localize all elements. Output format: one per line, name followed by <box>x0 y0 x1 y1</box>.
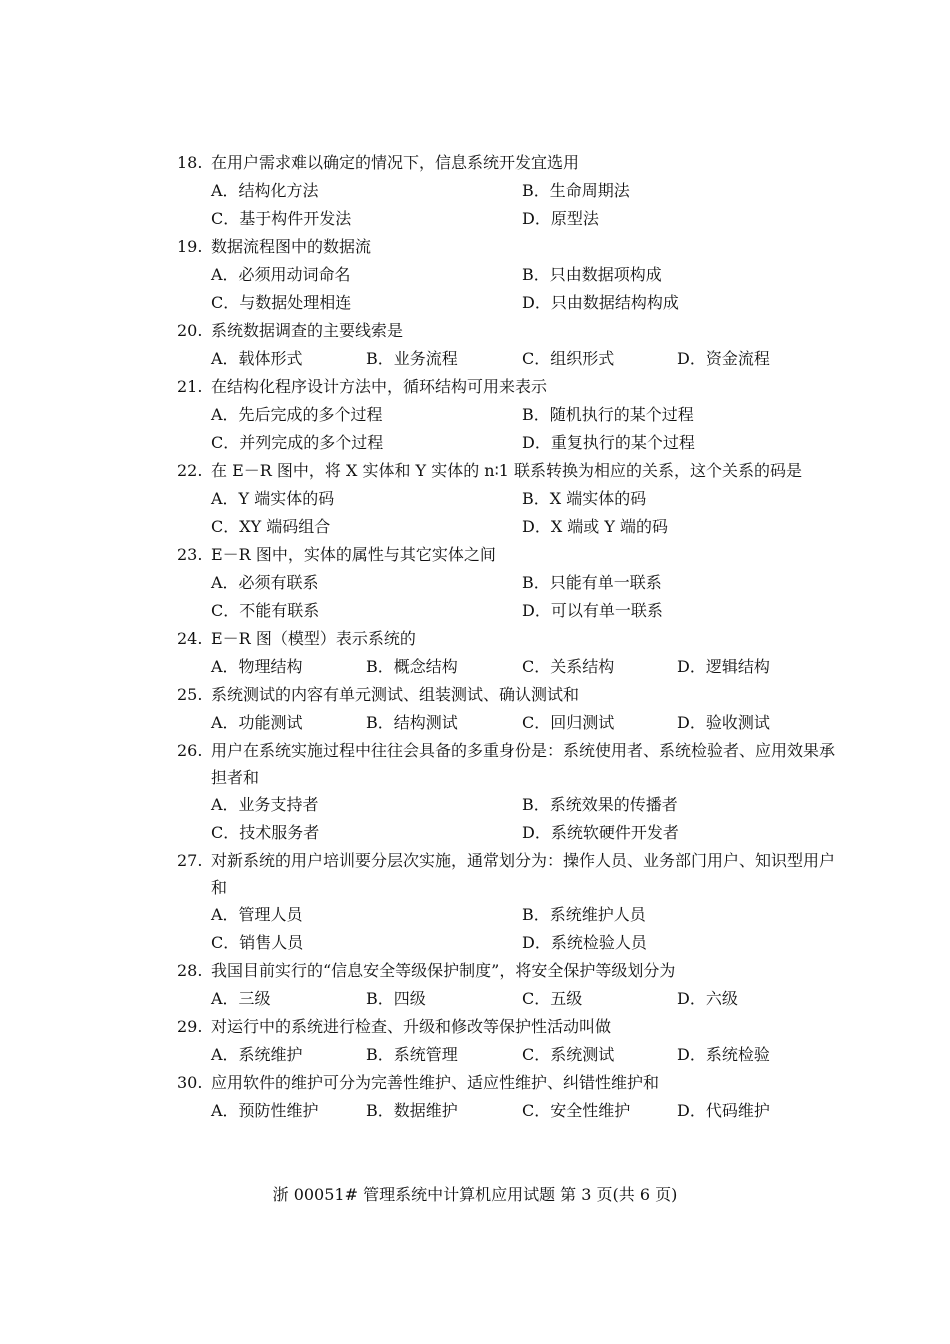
question-item <box>177 457 837 541</box>
question-stem <box>177 457 837 485</box>
answer-option: A．结构化方法 <box>211 181 319 200</box>
question-text: 系统数据调查的主要线索是 <box>211 321 404 340</box>
answer-option: A．系统维护 <box>211 1045 303 1064</box>
question-item <box>177 681 837 737</box>
options-row <box>211 289 837 317</box>
answer-option: B．系统管理 <box>366 1045 458 1064</box>
options-row <box>211 401 837 429</box>
answer-option: C．回归测试 <box>522 713 615 732</box>
answer-option: D．资金流程 <box>677 349 770 368</box>
question-item <box>177 373 837 457</box>
question-item <box>177 957 837 1013</box>
question-text: E－R 图中，实体的属性与其它实体之间 <box>211 545 496 564</box>
answer-option: B．X 端实体的码 <box>522 489 647 508</box>
options-row <box>211 513 837 541</box>
options-row <box>211 653 837 681</box>
answer-option: C．与数据处理相连 <box>211 293 352 312</box>
answer-option: D．验收测试 <box>677 713 770 732</box>
answer-option: C．关系结构 <box>522 657 615 676</box>
answer-option: A．载体形式 <box>211 349 303 368</box>
answer-option: C．基于构件开发法 <box>211 209 352 228</box>
answer-option: B．只由数据项构成 <box>522 265 662 284</box>
answer-option: D．代码维护 <box>677 1101 770 1120</box>
answer-option: B．数据维护 <box>366 1101 458 1120</box>
options-row <box>211 1041 837 1069</box>
answer-option: B．概念结构 <box>366 657 458 676</box>
answer-option: D．系统软硬件开发者 <box>522 823 679 842</box>
answer-option: D．六级 <box>677 989 738 1008</box>
question-item <box>177 847 837 957</box>
question-number: 18. <box>177 153 203 172</box>
question-stem <box>177 957 837 985</box>
answer-option: D．只由数据结构构成 <box>522 293 679 312</box>
answer-option: B．系统维护人员 <box>522 905 646 924</box>
question-stem <box>177 625 837 653</box>
answer-option: A．三级 <box>211 989 271 1008</box>
question-text: 在结构化程序设计方法中，循环结构可用来表示 <box>211 377 548 396</box>
answer-option: A．Y 端实体的码 <box>211 489 335 508</box>
question-stem <box>177 541 837 569</box>
answer-option: D．可以有单一联系 <box>522 601 663 620</box>
question-stem <box>177 847 837 901</box>
options-row <box>211 791 837 819</box>
question-text: 对运行中的系统进行检查、升级和修改等保护性活动叫做 <box>211 1017 612 1036</box>
answer-option: A．必须用动词命名 <box>211 265 351 284</box>
options-row <box>211 569 837 597</box>
answer-option: C．并列完成的多个过程 <box>211 433 384 452</box>
answer-option: B．四级 <box>366 989 426 1008</box>
answer-option: C．不能有联系 <box>211 601 320 620</box>
question-stem <box>177 233 837 261</box>
question-stem <box>177 1069 837 1097</box>
answer-option: C．销售人员 <box>211 933 304 952</box>
question-stem <box>177 149 837 177</box>
question-number: 26. <box>177 741 203 760</box>
question-text: 应用软件的维护可分为完善性维护、适应性维护、纠错性维护和 <box>211 1073 660 1092</box>
question-text: 我国目前实行的“信息安全等级保护制度”，将安全保护等级划分为 <box>211 961 676 980</box>
question-item <box>177 737 837 847</box>
answer-option: A．必须有联系 <box>211 573 319 592</box>
answer-option: A．预防性维护 <box>211 1101 319 1120</box>
question-number: 23. <box>177 545 203 564</box>
answer-option: B．只能有单一联系 <box>522 573 662 592</box>
options-row <box>211 177 837 205</box>
question-item <box>177 541 837 625</box>
answer-option: D．重复执行的某个过程 <box>522 433 695 452</box>
question-stem <box>177 373 837 401</box>
question-number: 29. <box>177 1017 203 1036</box>
options-row <box>211 819 837 847</box>
options-row <box>211 429 837 457</box>
answer-option: B．系统效果的传播者 <box>522 795 678 814</box>
question-list <box>177 149 837 1125</box>
question-text: 数据流程图中的数据流 <box>211 237 372 256</box>
question-number: 19. <box>177 237 203 256</box>
question-item <box>177 233 837 317</box>
page-footer: 浙 00051# 管理系统中计算机应用试题 第 3 页(共 6 页) <box>272 1185 678 1204</box>
question-item <box>177 317 837 373</box>
question-number: 21. <box>177 377 203 396</box>
answer-option: D．系统检验人员 <box>522 933 647 952</box>
question-stem <box>177 737 837 791</box>
answer-option: D．系统检验 <box>677 1045 770 1064</box>
answer-option: D．X 端或 Y 端的码 <box>522 517 669 536</box>
question-text: 在用户需求难以确定的情况下，信息系统开发宜选用 <box>211 153 580 172</box>
question-number: 28. <box>177 961 203 980</box>
options-row <box>211 709 837 737</box>
options-row <box>211 597 837 625</box>
question-text: 对新系统的用户培训要分层次实施，通常划分为：操作人员、业务部门用户、知识型用户和 <box>211 851 836 897</box>
question-number: 24. <box>177 629 203 648</box>
answer-option: C．安全性维护 <box>522 1101 631 1120</box>
answer-option: A．功能测试 <box>211 713 303 732</box>
question-item <box>177 1069 837 1125</box>
question-text: 在 E－R 图中，将 X 实体和 Y 实体的 n∶1 联系转换为相应的关系，这个关系的码是 <box>211 461 803 480</box>
answer-option: C．五级 <box>522 989 583 1008</box>
options-row <box>211 205 837 233</box>
question-number: 22. <box>177 461 203 480</box>
answer-option: B．结构测试 <box>366 713 458 732</box>
answer-option: C．组织形式 <box>522 349 615 368</box>
question-item <box>177 1013 837 1069</box>
question-stem <box>177 681 837 709</box>
answer-option: B．随机执行的某个过程 <box>522 405 694 424</box>
question-item <box>177 149 837 233</box>
options-row <box>211 985 837 1013</box>
options-row <box>211 261 837 289</box>
answer-option: A．业务支持者 <box>211 795 319 814</box>
question-text: 系统测试的内容有单元测试、组装测试、确认测试和 <box>211 685 580 704</box>
question-number: 25. <box>177 685 203 704</box>
answer-option: C．系统测试 <box>522 1045 615 1064</box>
options-row <box>211 901 837 929</box>
question-text: 用户在系统实施过程中往往会具备的多重身份是：系统使用者、系统检验者、应用效果承担者和 <box>211 741 836 787</box>
answer-option: B．业务流程 <box>366 349 458 368</box>
answer-option: C．XY 端码组合 <box>211 517 331 536</box>
answer-option: A．物理结构 <box>211 657 303 676</box>
question-stem <box>177 1013 837 1041</box>
answer-option: A．先后完成的多个过程 <box>211 405 383 424</box>
answer-option: C．技术服务者 <box>211 823 320 842</box>
options-row <box>211 929 837 957</box>
question-number: 30. <box>177 1073 203 1092</box>
question-number: 20. <box>177 321 203 340</box>
question-stem <box>177 317 837 345</box>
options-row <box>211 485 837 513</box>
answer-option: D．逻辑结构 <box>677 657 770 676</box>
question-item <box>177 625 837 681</box>
answer-option: D．原型法 <box>522 209 599 228</box>
options-row <box>211 1097 837 1125</box>
answer-option: B．生命周期法 <box>522 181 630 200</box>
options-row <box>211 345 837 373</box>
question-number: 27. <box>177 851 203 870</box>
question-text: E－R 图（模型）表示系统的 <box>211 629 416 648</box>
answer-option: A．管理人员 <box>211 905 303 924</box>
